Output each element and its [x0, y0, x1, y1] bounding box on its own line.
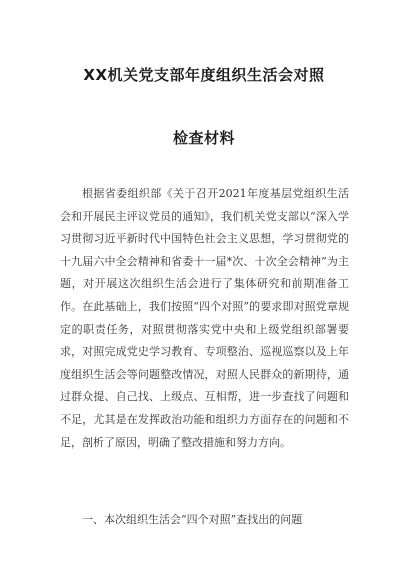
document-title-line-2: 检查材料: [172, 129, 235, 147]
document-title-line-1: XX机关党支部年度组织生活会对照: [83, 66, 325, 84]
section-heading: 一、本次组织生活会“四个对照”查找出的问题: [82, 513, 303, 526]
intro-paragraph: 根据省委组织部《关于召开2021年度基层党组织生活会和开展民主评议党员的通知》，我们机关党支部以“深入学习贯彻习近平新时代中国特色社会主义思想，学习贯彻党的十九届六中全会精神和省委十一届*次、十次全会精神”为主题，对开展这次组织生活会进行了集体研究和前期准备工作。在此基础上，我们按照“四个对照”的要求即对照党章规定的职责任务，对照贯彻落实党中央和上级党组织部署要求，对照完成党史学习教育、专项整治、巡视巡察以及上年度组织生活会等问题整改情况，对照人民群众的新期待，通过群众提、自己找、上级点、互相帮，进一步查找了问题和不足，尤其是在发挥政治功能和组织力方面存在的问题和不足，剖析了原因，明确了整改措施和努力方向。: [60, 187, 349, 449]
